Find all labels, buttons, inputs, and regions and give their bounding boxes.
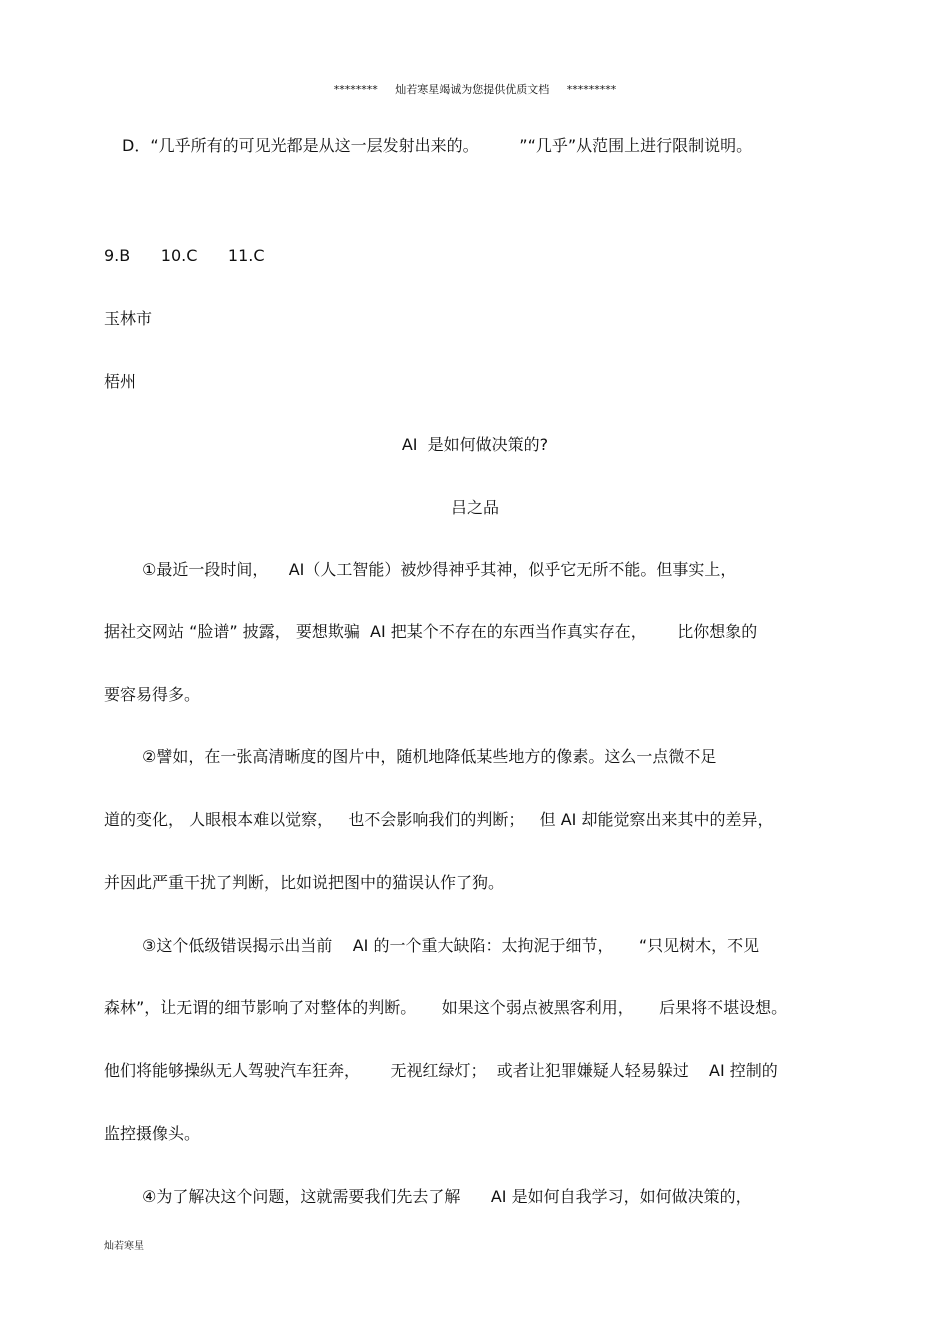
paragraph-3-line-4: 监控摄像头。 [104, 1124, 201, 1143]
answer-line: 9.B 10.C 11.C [104, 246, 265, 265]
page-footer: 灿若寒星 [104, 1241, 144, 1252]
paragraph-2-line-1: ②譬如，在一张高清晰度的图片中，随机地降低某些地方的像素。这么一点微不足 [142, 747, 717, 766]
paragraph-1-line-3: 要容易得多。 [104, 685, 201, 704]
article-author: 吕之品 [450, 498, 499, 517]
paragraph-1-line-2: 据社交网站 “脸谱” 披露， 要想欺骗 AI 把某个不存在的东西当作真实存在， 比你想象的 [104, 622, 758, 641]
paragraph-2-line-3: 并因此严重干扰了判断，比如说把图中的猫误认作了狗。 [104, 873, 505, 892]
paragraph-2-line-2: 道的变化， 人眼根本难以觉察， 也不会影响我们的判断； 但 AI 却能觉察出来其中的差异， [104, 810, 774, 829]
paragraph-3-line-1: ③这个低级错误揭示出当前 AI 的一个重大缺陷：太拘泥于细节， “只见树木，不见 [142, 936, 760, 955]
option-d-line: D．“几乎所有的可见光都是从这一层发射出来的。 ”“几乎”从范围上进行限制说明。 [122, 136, 753, 155]
paragraph-1-line-1: ①最近一段时间， AI（人工智能）被炒得神乎其神，似乎它无所不能。但事实上， [142, 560, 737, 579]
place-yulin: 玉林市 [104, 309, 153, 328]
paragraph-3-line-3: 他们将能够操纵无人驾驶汽车狂奔， 无视红绿灯； 或者让犯罪嫌疑人轻易躲过 AI 控制的 [104, 1061, 778, 1080]
article-title: AI 是如何做决策的? [401, 435, 549, 454]
paragraph-3-line-2: 森林”，让无谓的细节影响了对整体的判断。 如果这个弱点被黑客利用， 后果将不堪设想。 [104, 998, 788, 1017]
page-header: ******** 灿若寒星竭诚为您提供优质文档 ********* [333, 83, 617, 96]
paragraph-4-line-1: ④为了解决这个问题，这就需要我们先去了解 AI 是如何自我学习，如何做决策的， [142, 1187, 752, 1206]
place-wuzhou: 梧州 [104, 372, 137, 391]
